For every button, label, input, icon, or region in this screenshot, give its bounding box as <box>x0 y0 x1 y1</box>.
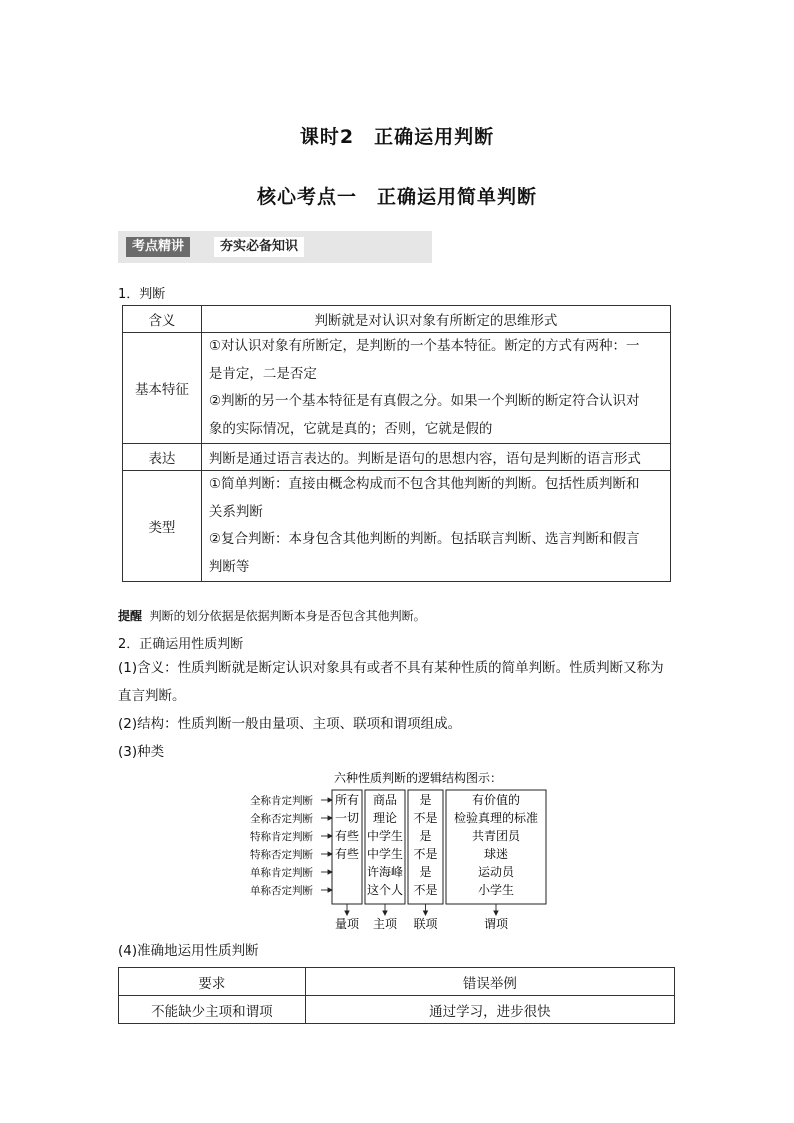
left-labels <box>250 794 313 897</box>
table-row <box>123 471 671 582</box>
banner-tag: 考点精讲 <box>126 237 190 257</box>
subject-column <box>367 792 403 897</box>
row-label: 类型 <box>123 471 202 582</box>
content-line: ②判断的另一个基本特征是有真假之分。如果一个判断的断定符合认识对 <box>208 393 640 409</box>
subject-cell: 许海峰 <box>366 865 404 879</box>
copula-cell: 是 <box>419 793 432 807</box>
predicate-column <box>454 792 538 897</box>
table-header-row <box>119 968 675 996</box>
predicate-cell: 球迷 <box>483 847 509 861</box>
label-particular-affirmative: 特称肯定判断 <box>250 831 313 843</box>
table-row <box>119 996 675 1024</box>
subject-cell: 中学生 <box>366 829 404 843</box>
definition-line-2: 直言判断。 <box>118 688 186 704</box>
predicate-cell: 小学生 <box>477 883 515 897</box>
copula-cell: 不是 <box>413 811 438 825</box>
label-universal-affirmative: 全称肯定判断 <box>250 795 313 807</box>
requirements-table <box>118 967 675 1024</box>
section-property-title: 2．正确运用性质判断 <box>118 637 244 652</box>
diagram-caption: 六种性质判断的逻辑结构图示： <box>333 771 503 785</box>
row-content: 判断是通过语言表达的。判断是语句的思想内容，语句是判断的语言形式 <box>201 444 670 471</box>
table-row <box>123 306 671 333</box>
subject-cell: 商品 <box>372 793 398 807</box>
definition-line-1: (1)含义：性质判断就是断定认识对象具有或者不具有某种性质的简单判断。性质判断又称为 <box>118 660 664 676</box>
copula-cell: 不是 <box>413 847 438 861</box>
label-singular-affirmative: 单称肯定判断 <box>250 867 313 879</box>
tip-text: 判断的划分依据是依据判断本身是否包含其他判断。 <box>149 609 426 623</box>
copula-cell: 不是 <box>413 883 438 897</box>
label-singular-negative: 单称否定判断 <box>250 885 313 897</box>
banner-subtitle: 夯实必备知识 <box>214 237 304 257</box>
table-row <box>123 444 671 471</box>
content-line: 判断等 <box>208 558 250 575</box>
subject-term-label: 主项 <box>372 917 398 931</box>
table-row <box>123 333 671 444</box>
quantifier-cell: 一切 <box>334 811 360 825</box>
predicate-cell: 共青团员 <box>471 829 521 843</box>
content-line: 关系判断 <box>208 503 263 520</box>
example-cell: 通过学习，进步很快 <box>305 996 674 1024</box>
copula-term-label: 联项 <box>413 917 438 931</box>
row-content <box>201 471 670 582</box>
copula-cell: 是 <box>419 865 432 879</box>
content-line: ②复合判断：本身包含其他判断的判断。包括联言判断、选言判断和假言 <box>208 531 640 547</box>
predicate-cell: 有价值的 <box>471 793 521 807</box>
quantifier-cell: 有些 <box>334 847 360 861</box>
section-banner <box>118 231 432 263</box>
logic-structure-diagram <box>240 766 560 936</box>
quantifier-term-label: 量项 <box>334 917 360 931</box>
tip-label: 提醒 <box>118 609 143 623</box>
lesson-title: 课时2 正确运用判断 <box>299 126 495 148</box>
row-content: 判断就是对认识对象有所断定的思维形式 <box>201 306 670 333</box>
structure-line: (2)结构：性质判断一般由量项、主项、联项和谓项组成。 <box>118 716 462 732</box>
bottom-labels <box>335 917 509 931</box>
quantifier-cell: 所有 <box>334 793 360 807</box>
row-label: 表达 <box>123 444 202 471</box>
tip-note <box>118 607 426 624</box>
quantifier-column <box>335 793 359 861</box>
subject-cell: 这个人 <box>366 883 404 897</box>
bottom-arrows <box>345 904 498 915</box>
row-label: 含义 <box>123 306 202 333</box>
quantifier-cell: 有些 <box>334 829 360 843</box>
subject-cell: 理论 <box>372 811 398 825</box>
content-line: ①简单判断：直接由概念构成而不包含其他判断的判断。包括性质判断和 <box>208 476 640 492</box>
section-judgment-title: 1．判断 <box>118 287 166 302</box>
types-line: (3)种类 <box>118 744 165 760</box>
accurate-use-title: (4)准确地运用性质判断 <box>118 943 259 959</box>
judgment-table <box>122 305 671 582</box>
header-requirement: 要求 <box>119 968 306 996</box>
predicate-cell: 检验真理的标准 <box>453 811 539 825</box>
row-content <box>201 333 670 444</box>
subject-cell: 中学生 <box>366 847 404 861</box>
core-point-title: 核心考点一 正确运用简单判断 <box>256 186 537 208</box>
content-line: ①对认识对象有所断定，是判断的一个基本特征。断定的方式有两种：一 <box>208 338 640 354</box>
header-error-example: 错误举例 <box>305 968 674 996</box>
label-arrows <box>321 798 332 892</box>
copula-cell: 是 <box>419 829 432 843</box>
requirement-cell: 不能缺少主项和谓项 <box>119 996 306 1024</box>
predicate-cell: 运动员 <box>477 865 515 879</box>
content-line: 是肯定，二是否定 <box>208 365 317 382</box>
copula-column <box>413 793 437 897</box>
content-line: 象的实际情况，它就是真的；否则，它就是假的 <box>208 420 493 437</box>
row-label: 基本特征 <box>123 333 202 444</box>
label-universal-negative: 全称否定判断 <box>250 813 313 825</box>
label-particular-negative: 特称否定判断 <box>250 849 313 861</box>
predicate-term-label: 谓项 <box>483 917 509 931</box>
